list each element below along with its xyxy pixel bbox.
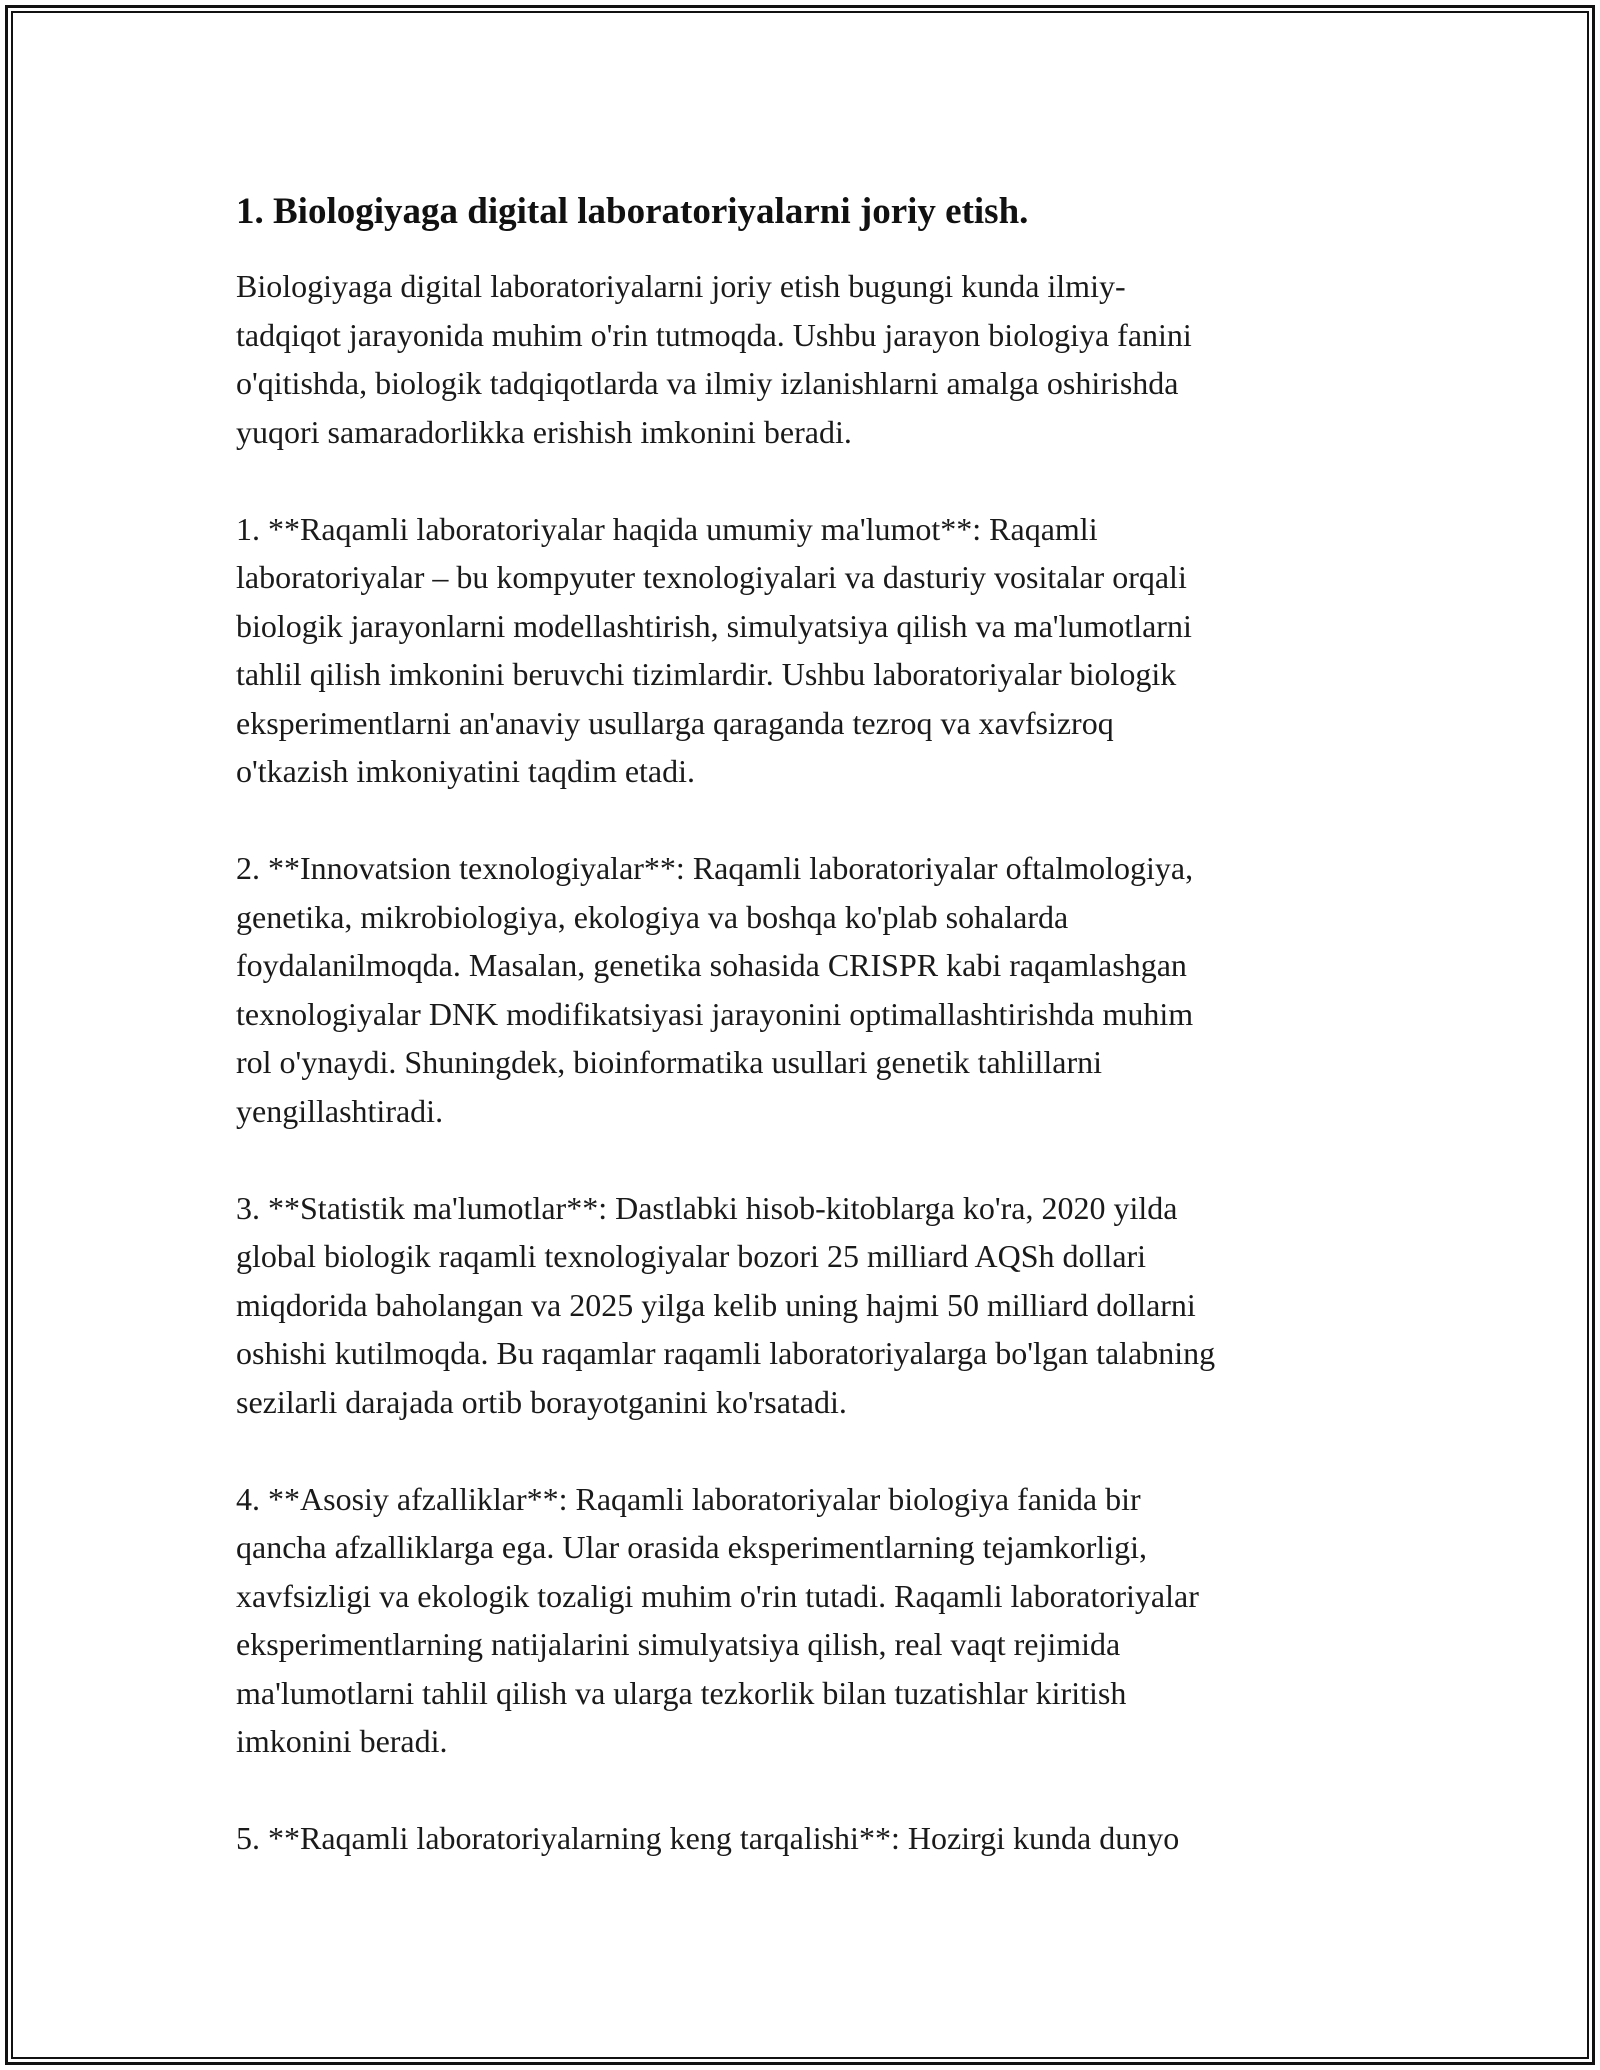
list-item-1-paragraph: 1. **Raqamli laboratoriyalar haqida umumiy ma'lumot**: Raqamli laboratoriyalar – bu kompyuter texnologiyalari va dasturiy vositalar orqali biologik jarayonlarni modellashtirish, simulyatsiya qilish va ma'lumotlarni tahlil qilish imkonini beruvchi tizimlardir. Ushbu laboratoriyalar biologik eksperimentlarni an'anaviy usullarga qaraganda tezroq va xavfsizroq o'tkazish imkoniyatini taqdim etadi.	[236, 510, 1192, 789]
list-item-5-paragraph: 5. **Raqamli laboratoriyalarning keng tarqalishi**: Hozirgi kunda dunyo	[236, 1820, 1180, 1856]
list-item-3-paragraph: 3. **Statistik ma'lumotlar**: Dastlabki hisob-kitoblarga ko'ra, 2020 yilda global biologik raqamli texnologiyalar bozori 25 milliard AQSh dollari miqdorida baholangan va 2025 yilga kelib uning hajmi 50 milliard dollarni oshishi kutilmoqda. Bu raqamlar raqamli laboratoriyalarga bo'lgan talabning sezilarli darajada ortib borayotganini ko'rsatadi.	[236, 1189, 1216, 1420]
intro-paragraph: Biologiyaga digital laboratoriyalarni joriy etish bugungi kunda ilmiy- tadqiqot jarayonida muhim o'rin tutmoqda. Ushbu jarayon biologiya fanini o'qitishda, biologik tadqiqotlarda va ilmiy izlanishlarni amalga oshirishda yuqori samaradorlikka erishish imkonini beradi.	[236, 268, 1192, 450]
section-heading: 1. Biologiyaga digital laboratoriyalarni joriy etish.	[236, 191, 1029, 232]
document-body	[236, 188, 1366, 1911]
list-item-2-paragraph: 2. **Innovatsion texnologiyalar**: Raqamli laboratoriyalar oftalmologiya, genetika, mikrobiologiya, ekologiya va boshqa ko'plab sohalarda foydalanilmoqda. Masalan, genetika sohasida CRISPR kabi raqamlashgan texnologiyalar DNK modifikatsiyasi jarayonini optimallashtirishda muhim rol o'ynaydi. Shuningdek, bioinformatika usullari genetik tahlillarni yengillashtiradi.	[236, 850, 1194, 1129]
list-item-4-paragraph: 4. **Asosiy afzalliklar**: Raqamli laboratoriyalar biologiya fanida bir qancha afzalliklarga ega. Ular orasida eksperimentlarning tejamkorligi, xavfsizligi va ekologik tozaligi muhim o'rin tutadi. Raqamli laboratoriyalar eksperimentlarning natijalarini simulyatsiya qilish, real vaqt rejimida ma'lumotlarni tahlil qilish va ularga tezkorlik bilan tuzatishlar kiritish imkonini beradi.	[236, 1480, 1199, 1759]
